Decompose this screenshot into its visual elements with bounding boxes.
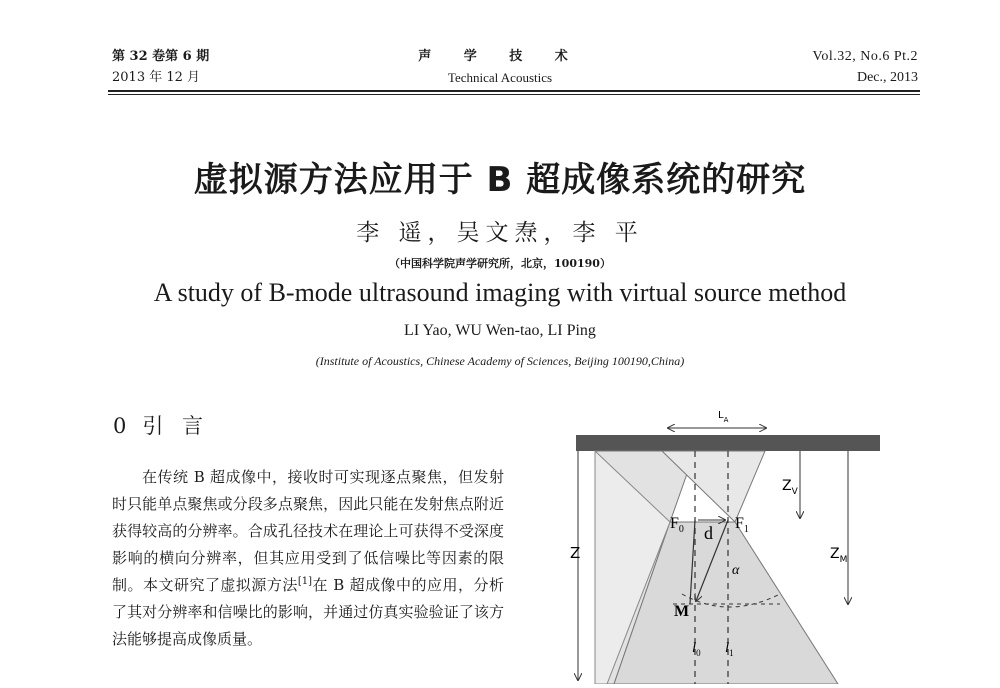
label-l0: $l_0$ xyxy=(692,640,701,658)
paper-title-en: A study of B-mode ultrasound imaging with virtual source method xyxy=(153,278,847,307)
label-la: $L_A$ xyxy=(718,410,729,424)
volume-info xyxy=(813,46,918,88)
label-alpha: α xyxy=(732,563,740,578)
paper-title-cn: 虚拟源方法应用于 B 超成像系统的研究 xyxy=(193,160,807,200)
label-m: M xyxy=(674,603,690,620)
volume-number: Vol.32, No.6 Pt.2 xyxy=(812,49,918,64)
label-zv: $Z_V$ xyxy=(782,478,798,497)
body-text-part1: 在传统 B 超成像中，接收时可实现逐点聚焦，但发射时只能单点聚焦或分段多点聚焦，因此只能在发射焦点附近获得较高的分辨率。合成孔径技术在理论上可获得不受深度影响的横向分辨率，但其应用受到了低信噪比等因素的限制。本文研究了虚拟源方法 xyxy=(112,468,504,594)
authors-cn: 李 遥，吴文焘，李 平 xyxy=(356,220,644,246)
section-heading xyxy=(113,410,219,440)
intro-paragraph xyxy=(112,464,504,653)
label-d: d xyxy=(704,523,713,543)
label-l1: $l_1$ xyxy=(725,640,734,658)
affiliation-cn: （中国科学院声学研究所，北京，100190） xyxy=(389,257,611,270)
diagram-svg xyxy=(570,408,890,684)
header-rule-thin xyxy=(108,94,920,95)
label-zm: $Z_M$ xyxy=(830,546,848,565)
label-f1: $F_1$ xyxy=(735,515,749,535)
authors-en: LI Yao, WU Wen-tao, LI Ping xyxy=(404,322,596,339)
header-rule-thick xyxy=(108,90,920,92)
volume-date: Dec., 2013 xyxy=(856,70,918,85)
transducer-array xyxy=(576,435,880,451)
label-z: Z xyxy=(570,544,581,562)
journal-name-en: Technical Acoustics xyxy=(447,70,553,85)
journal-name-cn: 声 学 技 术 xyxy=(418,49,582,64)
label-f0: $F_0$ xyxy=(670,515,684,535)
section-number: 0 xyxy=(113,414,133,438)
citation-ref[interactable]: [1] xyxy=(297,576,313,587)
virtual-source-diagram xyxy=(570,408,890,684)
body-text-part2: 在 B 超成像中的应用，分析了其对分辨率和信噪比的影响，并通过仿真实验验证了该方法能够提高成像质量。 xyxy=(112,576,504,648)
section-title: 引 言 xyxy=(142,414,210,438)
issue-volume: 第 32 卷第 6 期 xyxy=(112,49,210,64)
affiliation-en: (Institute of Acoustics, Chinese Academy of Sciences, Beijing 100190,China) xyxy=(315,354,685,368)
issue-date: 2013 年 12 月 xyxy=(112,70,201,85)
